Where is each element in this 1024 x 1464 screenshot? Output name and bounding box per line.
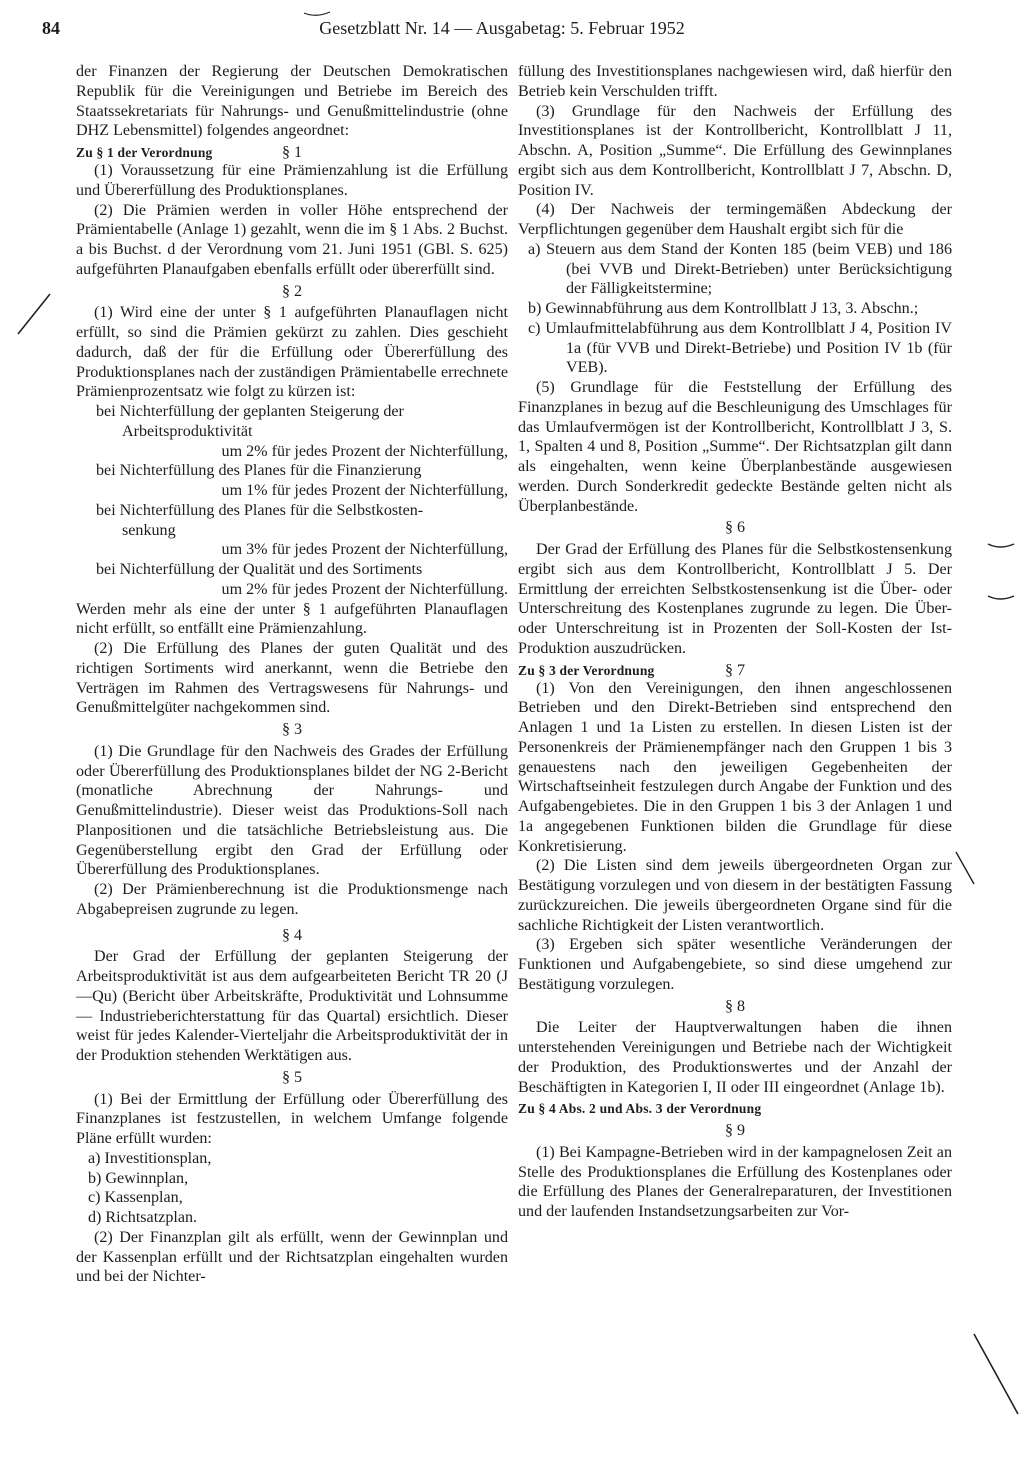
section-number: § 6 — [724, 519, 746, 537]
paragraph: füllung des Investitionsplanes nachgewiesen wird, daß hierfür den Betrieb kein Verschulden trifft. — [518, 63, 952, 100]
paragraph: (1) Bei der Ermittlung der Erfüllung oder Übererfüllung des Finanzplanes ist festzustellen, in welchem Umfange folgende Pläne erfüllt wurden: — [76, 1090, 508, 1147]
list-item: b) Gewinnplan, — [88, 1169, 189, 1187]
regulation-reference: Zu § 1 der Verordnung — [76, 145, 213, 160]
page-number: 84 — [42, 18, 60, 38]
section-number: § 4 — [281, 926, 303, 944]
list-item: um 2% für jedes Prozent der Nichterfüllung. — [221, 580, 508, 598]
list-item: um 3% für jedes Prozent der Nichterfüllung, — [221, 541, 508, 559]
left-column — [76, 62, 508, 1287]
paragraph: Der Grad der Erfüllung des Planes für die Selbstkostensenkung ergibt sich aus dem Kontrollbericht, Kontrollblatt J 5. Der Ermittlung der erreichten Selbstkostensenkung ist die Über- oder Unterschreitung des Kostenplanes zugrunde zu legen. Die Über- oder Unterschreitung ist in Prozenten der Soll-Kosten der Ist-Produktion auszudrücken. — [518, 541, 952, 657]
section-number: § 3 — [281, 721, 303, 738]
section-number: § 1 — [281, 144, 303, 161]
paragraph: Die Leiter der Hauptverwaltungen haben die ihnen unterstehenden Vereinigungen und Betriebe nach der Wichtigkeit der Produktion, des Produktionswertes und der Anzahl der Beschäftigten in Kategorien I, II oder III eingeordnet (Anlage 1b). — [518, 1019, 952, 1096]
section-number: § 5 — [281, 1068, 303, 1086]
pen-stroke-mark — [14, 290, 54, 340]
paragraph: (1) Die Grundlage für den Nachweis des Grades der Erfüllung oder Übererfüllung des Produktionsplanes bildet der NG 2-Bericht (monatliche Abrechnung der Nahrungs- und Genußmittelindustrie). Dieser weist das Produktions-Soll nach Planpositionen und die tatsächliche Betriebsleistung aus. Die Gegenüberstellung ergibt den Grad der Erfüllung oder Übererfüllung des Produktionsplanes. — [76, 742, 508, 879]
list-item: c) Kassenplan, — [88, 1189, 183, 1207]
list-item: d) Richtsatzplan. — [88, 1209, 198, 1226]
paragraph: (2) Die Erfüllung des Planes der guten Qualität und des richtigen Sortiments wird anerkannt, wenn die Betriebe den Verträgen im Rahmen des Vertragswesens für Nahrungs- und Genußmittelgüter nachgekommen sind. — [76, 640, 508, 717]
pen-stroke-mark — [970, 1330, 1022, 1420]
list-item: bei Nichterfüllung der Qualität und des Sortiments — [96, 561, 423, 578]
paragraph: (1) Voraussetzung für eine Prämienzahlung ist die Erfüllung und Übererfüllung des Produktionsplanes. — [76, 162, 508, 199]
section-heading-row — [518, 659, 952, 679]
list-item: a) Investitionsplan, — [88, 1149, 212, 1167]
regulation-reference: Zu § 4 Abs. 2 und Abs. 3 der Verordnung — [518, 1101, 762, 1117]
right-column — [518, 62, 952, 1222]
header-title: Gesetzblatt Nr. 14 — Ausgabetag: 5. Februar 1952 — [319, 18, 685, 38]
section-number: § 7 — [724, 661, 746, 679]
paragraph: (5) Grundlage für die Feststellung der Erfüllung des Finanzplanes in bezug auf die Beschleunigung des Umschlages für das Umlaufvermögen ist der Kontrollbericht, Kontrollblatt J 3, S. 1, Spalten 4 und 8, Position „Summe“. Der Richtsatzplan gilt dann als eingehalten, wenn keine Überplanbestände ausgewiesen werden. Durch Sonderkredit gedeckte Bestände gelten nicht als Überplanbestände. — [518, 379, 952, 515]
section-number: § 9 — [724, 1122, 746, 1139]
paragraph: (2) Der Prämienberechnung ist die Produktionsmenge nach Abgabepreisen zugrunde zu legen. — [76, 881, 508, 918]
pen-tick-mark — [986, 540, 1016, 552]
section-number: § 8 — [724, 997, 746, 1015]
list-item: bei Nichterfüllung der geplanten Steigerung der — [96, 403, 404, 420]
paragraph: (4) Der Nachweis der termingemäßen Abdeckung der Verpflichtungen gegenüber dem Haushalt ergibt sich für die — [518, 201, 952, 238]
paragraph: der Finanzen der Regierung der Deutschen Demokratischen Republik für die Vereinigungen und Betriebe im Bereich des Staatssekretariats für Nahrungs- und Genußmittelindustrie (ohne DHZ Lebensmittel) folgendes angeordnet: — [76, 63, 508, 140]
regulation-reference: Zu § 3 der Verordnung — [518, 662, 655, 678]
paragraph: (2) Die Listen sind dem jeweils übergeordneten Organ zur Bestätigung vorzulegen und von diesem in der bestätigten Fassung zurückzureichen. Die jeweils übergeordneten Organe sind für die sachliche Richtigkeit der Listen verantwortlich. — [518, 857, 952, 934]
paragraph: (2) Der Finanzplan gilt als erfüllt, wenn der Gewinnplan und der Kassenplan erfüllt und der Richtsatzplan eingehalten wurden und bei der Nichter- — [76, 1228, 508, 1286]
list-item: um 1% für jedes Prozent der Nichterfüllung, — [221, 482, 508, 499]
pen-tick-mark — [302, 10, 332, 22]
list-item: um 2% für jedes Prozent der Nichterfüllung, — [221, 442, 508, 460]
section-heading-row — [76, 141, 508, 161]
paragraph: (1) Von den Vereinigungen, den ihnen angeschlossenen Betrieben und den Direkt-Betrieben sind entsprechend den Anlagen 1 und 1a Listen zu erstellen. In diesen Listen ist der Personenkreis der Prämienempfänger nach den Gruppen 1 bis 3 genauestens nach den jeweiligen Gegebenheiten der Wirtschaftseinheit festzulegen durch Angabe der Funktion und des Aufgabengebietes. Die in den Gruppen 1 bis 3 der Anlagen 1 und 1a angegebenen Funktionen bilden die Grundlage für diese Konkretisierung. — [518, 679, 952, 855]
paragraph: (3) Ergeben sich später wesentliche Veränderungen der Funktionen und Aufgabengebiete, so sind diese umgehend zur Bestätigung vorzulegen. — [518, 936, 952, 993]
pen-tick-mark — [986, 592, 1016, 604]
list-item: Arbeitsproduktivität — [122, 422, 253, 440]
list-item: bei Nichterfüllung des Planes für die Finanzierung — [96, 462, 422, 480]
list-item: c) Umlaufmittelabführung aus dem Kontrollblatt J 4, Position IV 1a (für VVB und Direkt-Betriebe) und Position IV 1b (für VEB). — [528, 319, 952, 377]
list-item: senkung — [122, 521, 176, 539]
paragraph: Werden mehr als eine der unter § 1 aufgeführten Planauflagen nicht erfüllt, so entfällt eine Prämienzahlung. — [76, 600, 508, 638]
list-item: b) Gewinnabführung aus dem Kontrollblatt J 13, 3. Abschn.; — [528, 300, 919, 317]
section-number: § 2 — [281, 282, 303, 300]
page-header — [42, 18, 962, 44]
paragraph: (2) Die Prämien werden in voller Höhe entsprechend der Prämientabelle (Anlage 1) gezahlt, wenn die im § 1 Abs. 2 Buchst. a bis Buchst. d der Verordnung vom 21. Juni 1951 (GBl. S. 625) aufgeführten Planaufgaben ebenfalls erfüllt oder übererfüllt sind. — [76, 201, 508, 278]
paragraph: Der Grad der Erfüllung der geplanten Steigerung der Arbeitsproduktivität ist aus dem aufgearbeiteten Bericht TR 20 (J—Qu) (Bericht über Arbeitskräfte, Produktivität und Lohnsumme — Industrieberichterstattung für das Quartal) ersichtlich. Dieser weist für jedes Kalender-Vierteljahr die Arbeitsproduktivität der in der Produktion stehenden Werktätigen aus. — [76, 948, 508, 1064]
paragraph: (3) Grundlage für den Nachweis der Erfüllung des Investitionsplanes ist der Kontrollbericht, Kontrollblatt J 11, Abschn. A, Position „Summe“. Die Erfüllung des Gewinnplanes ergibt sich aus dem Kontrollbericht, Kontrollblatt J 7, Abschn. D, Position IV. — [518, 102, 952, 199]
list-item: a) Steuern aus dem Stand der Konten 185 (beim VEB) und 186 (bei VVB und Direkt-Betrieben) unter Berücksichtigung der Fälligkeitstermine; — [528, 240, 952, 298]
paragraph: (1) Wird eine der unter § 1 aufgeführten Planauflagen nicht erfüllt, so sind die Prämien gekürzt zu zahlen. Dies geschieht dadurch, daß der für die Erfüllung oder Übererfüllung des Produktionsplanes nach der zuständigen Prämientabelle errechnete Prämienprozentsatz wie folgt zu kürzen ist: — [76, 304, 508, 401]
list-item: bei Nichterfüllung des Planes für die Selbstkosten- — [96, 501, 424, 519]
paragraph: (1) Bei Kampagne-Betrieben wird in der kampagnelosen Zeit an Stelle des Produktionsplanes die Erfüllung des Kostenplanes oder die Erfüllung des Planes der Generalreparaturen, der Investitionen und der laufenden Instandsetzungsarbeiten zur Vor- — [518, 1143, 952, 1220]
pen-stroke-mark — [952, 848, 978, 888]
